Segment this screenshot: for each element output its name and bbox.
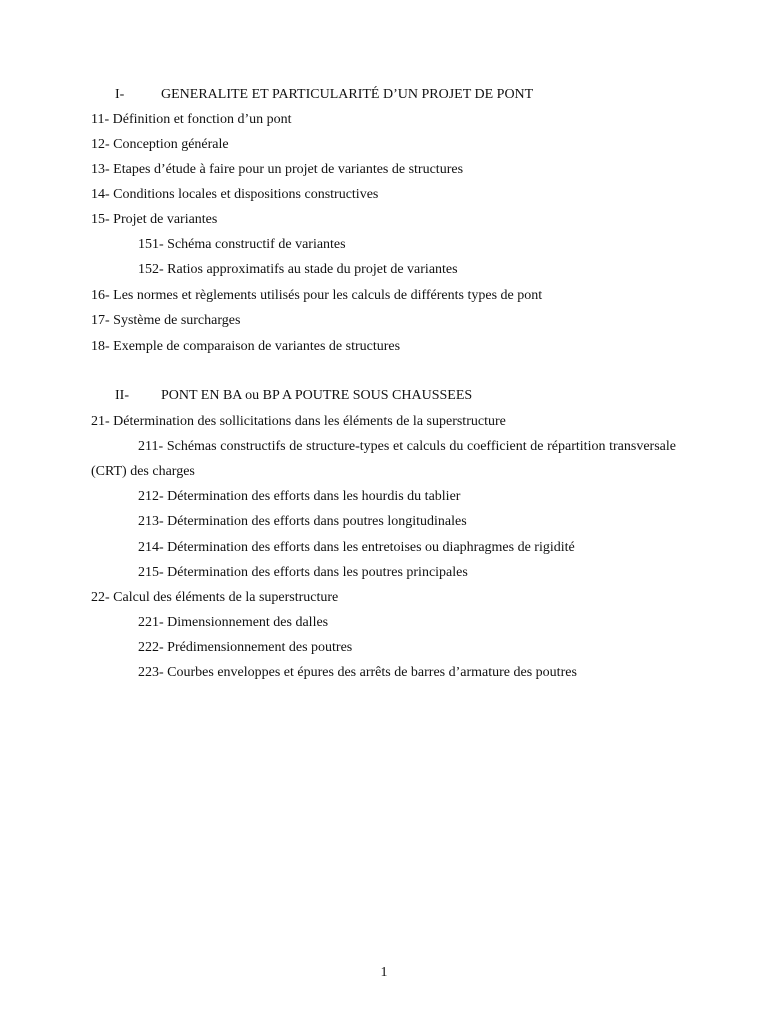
toc-item-22: 22- Calcul des éléments de la superstructure <box>91 590 339 605</box>
section-1-title: GENERALITE ET PARTICULARITÉ D’UN PROJET DE PONT <box>161 87 534 102</box>
toc-item-213: 213- Détermination des efforts dans poutres longitudinales <box>138 514 467 529</box>
toc-item-21: 21- Détermination des sollicitations dans les éléments de la superstructure <box>91 414 506 429</box>
toc-item-215: 215- Détermination des efforts dans les poutres principales <box>138 565 468 580</box>
toc-item-212: 212- Détermination des efforts dans les hourdis du tablier <box>138 489 461 504</box>
toc-item-214: 214- Détermination des efforts dans les entretoises ou diaphragmes de rigidité <box>138 540 575 555</box>
section-2-number: II- <box>115 388 129 403</box>
toc-item-222: 222- Prédimensionnement des poutres <box>138 640 353 655</box>
toc-item-221: 221- Dimensionnement des dalles <box>138 615 329 630</box>
toc-item-11: 11- Définition et fonction d’un pont <box>91 112 292 127</box>
section-1-number: I- <box>115 87 125 102</box>
toc-item-14: 14- Conditions locales et dispositions constructives <box>91 187 379 202</box>
page-number: 1 <box>380 965 388 980</box>
toc-item-211: 211- Schémas constructifs de structure-types et calculs du coefficient de répartition transversale (CRT) des charges <box>91 439 676 479</box>
toc-item-15: 15- Projet de variantes <box>91 212 218 227</box>
toc-item-16: 16- Les normes et règlements utilisés pour les calculs de différents types de pont <box>91 288 543 303</box>
toc-item-151: 151- Schéma constructif de variantes <box>138 237 346 252</box>
toc-item-223: 223- Courbes enveloppes et épures des arrêts de barres d’armature des poutres <box>138 665 577 680</box>
toc-item-12: 12- Conception générale <box>91 137 229 152</box>
toc-item-152: 152- Ratios approximatifs au stade du projet de variantes <box>138 262 458 277</box>
toc-item-18: 18- Exemple de comparaison de variantes de structures <box>91 339 401 354</box>
toc-item-17: 17- Système de surcharges <box>91 313 241 328</box>
section-2-title: PONT EN BA ou BP A POUTRE SOUS CHAUSSEES <box>161 388 473 403</box>
toc-item-13: 13- Etapes d’étude à faire pour un projet de variantes de structures <box>91 162 464 177</box>
